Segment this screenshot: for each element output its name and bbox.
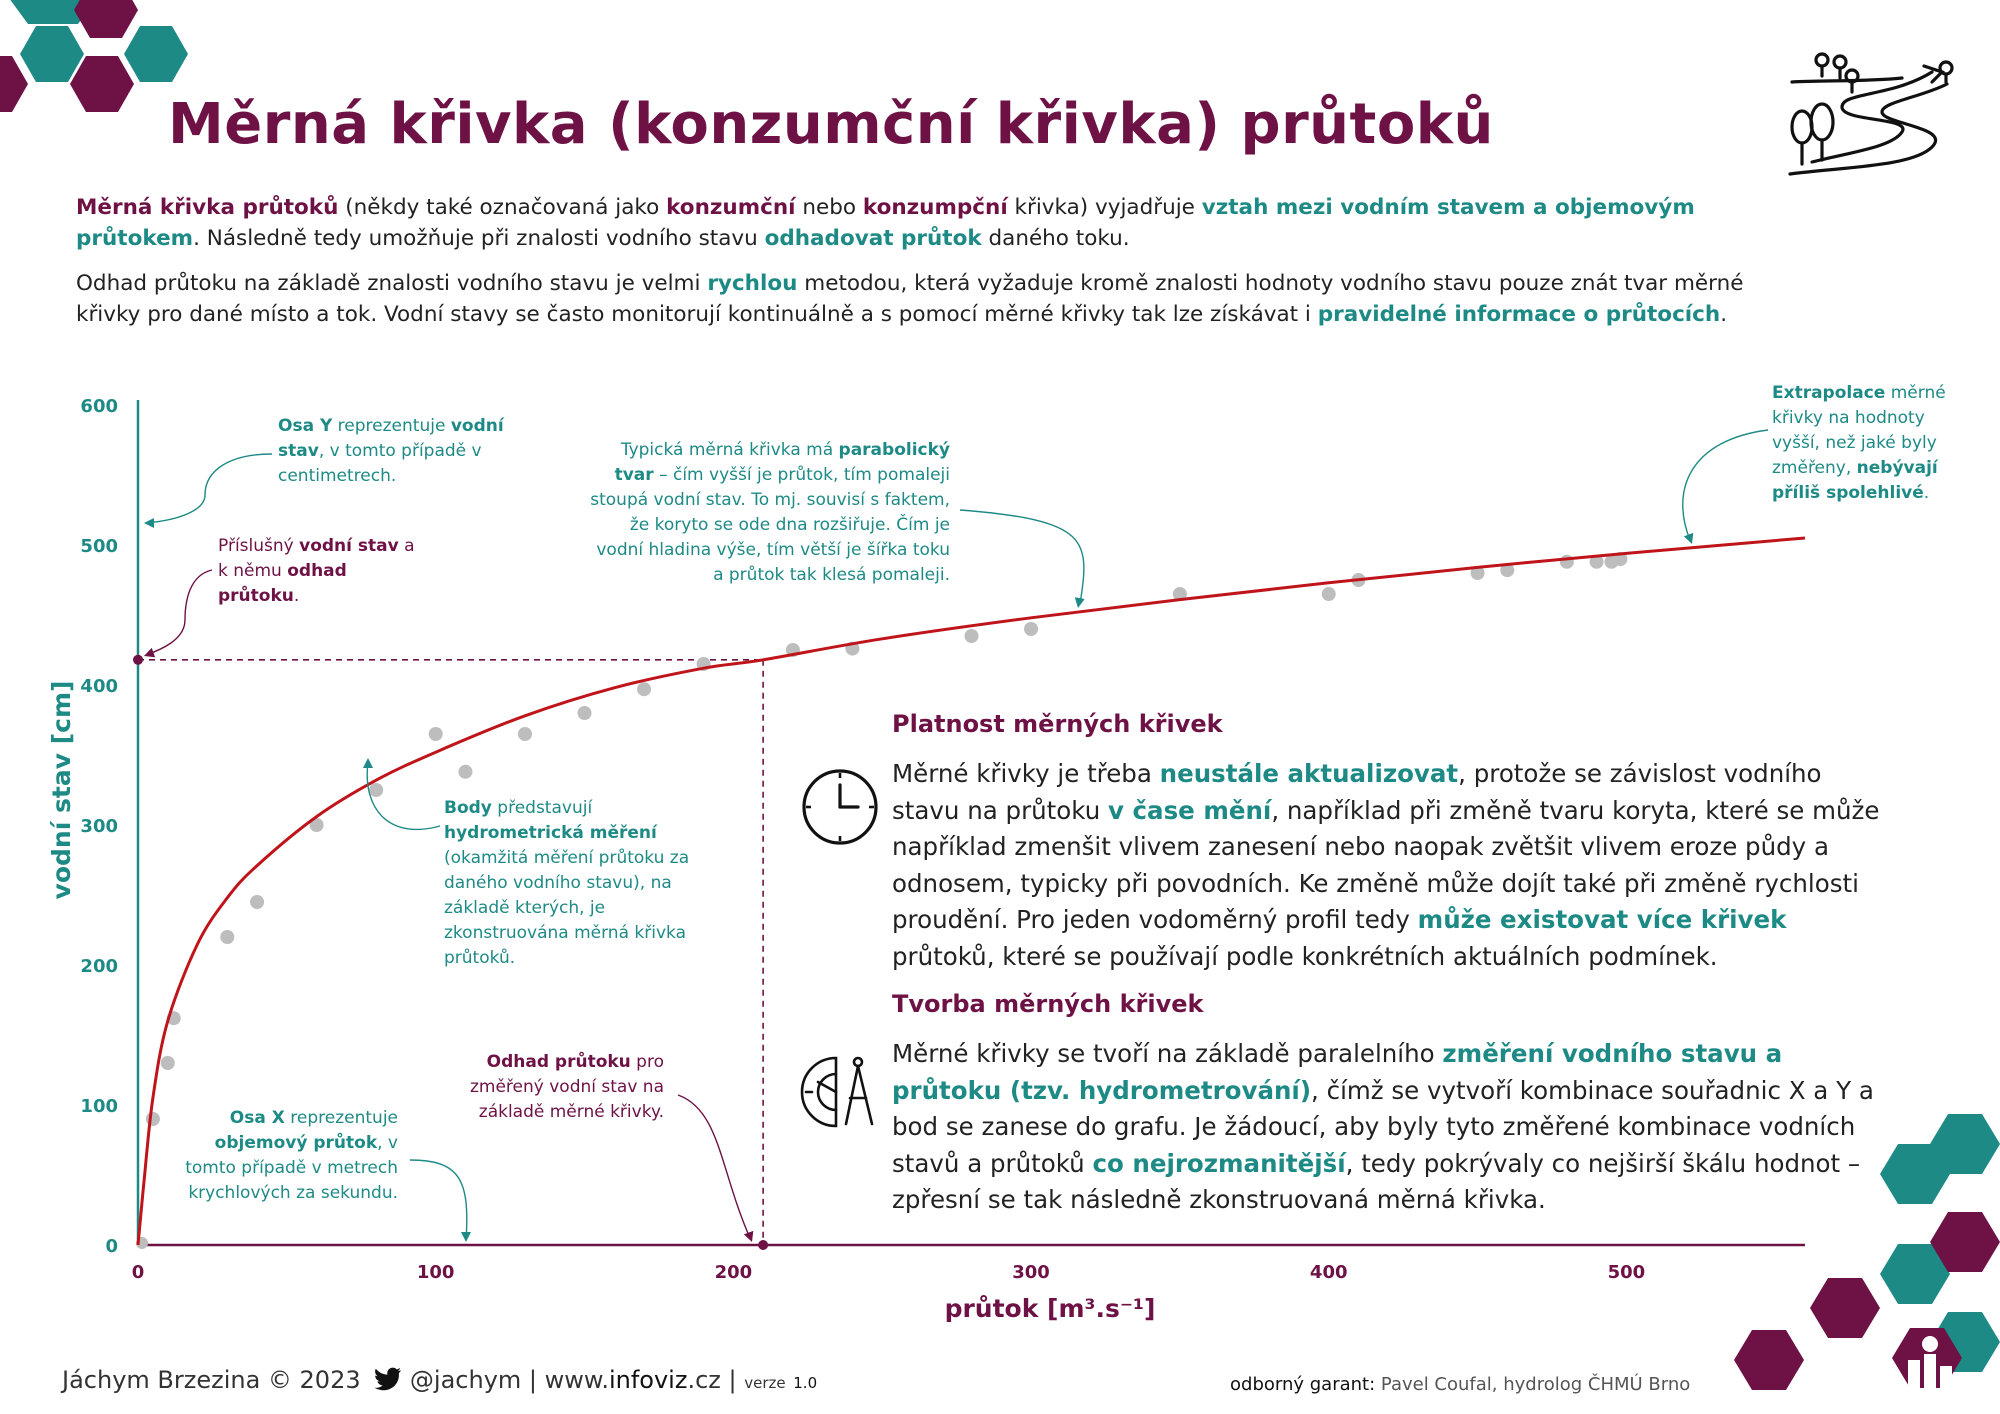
arrow-head	[144, 518, 154, 528]
infoviz-logo-icon	[1900, 1334, 1960, 1396]
platnost-text: Měrné křivky je třeba neustále aktualizovat, protože se závislost vodního stavu na průtoku v čase mění, například při změně tvaru koryta, které se může například zmenšit vlivem zanesení nebo naopak zvětšit vlivem eroze půdy a odnosem, typicky při povodních. Ke změně může dojít také při změně rychlosti proudění. Pro jeden vodoměrný profil tedy může existovat více křivek průtoků, které se používají podle konkrétních aktuálních podmínek.	[892, 759, 1880, 971]
measurement-point	[220, 930, 234, 944]
x-tick-label: 500	[1607, 1262, 1646, 1283]
arrow-osa-x	[410, 1160, 467, 1240]
arrow-extrapolace	[1683, 430, 1768, 540]
measurement-point	[1024, 622, 1038, 636]
measurement-point	[965, 629, 979, 643]
measurement-point	[458, 765, 472, 779]
note-body: Body představují hydrometrická měření (okamžitá měření průtoku za daného vodního stavu), na základě kterých, je zkonstruována měrná křivka průtoků.	[444, 798, 690, 968]
version-number: 1.0	[793, 1374, 818, 1392]
author-credit: Jáchym Brzezina © 2023	[62, 1366, 361, 1394]
note-vodni-stav: Příslušný vodní stav a k němu odhad průtoku.	[218, 536, 415, 606]
river-landscape-icon	[1782, 52, 1962, 192]
clock-icon	[798, 765, 882, 849]
measurement-point	[146, 1112, 160, 1126]
arrow-osa-y	[146, 454, 272, 523]
y-tick-label: 500	[80, 536, 118, 557]
measurement-point	[161, 1056, 175, 1070]
measurement-point	[369, 783, 383, 797]
protractor-compass-icon	[796, 1052, 886, 1132]
x-tick-label: 300	[1012, 1262, 1050, 1283]
measurement-point	[518, 727, 532, 741]
y-tick-label: 400	[80, 676, 118, 697]
note-osa-x: Osa X reprezentuje objemový průtok, v tomto případě v metrech krychlových za sekundu.	[185, 1108, 398, 1203]
x-tick-label: 400	[1309, 1262, 1348, 1283]
x-tick-label: 0	[131, 1262, 145, 1283]
arrow-head	[461, 1232, 471, 1242]
page-title: Měrná křivka (konzumční křivka) průtoků	[168, 92, 1494, 157]
twitter-handle[interactable]: @jachym	[409, 1366, 522, 1394]
x-axis-label: průtok [m³.s⁻¹]	[944, 1294, 1156, 1323]
arrow-vodni-stav	[146, 570, 212, 655]
platnost-heading: Platnost měrných křivek	[892, 710, 1223, 738]
y-axis-label: vodní stav [cm]	[47, 680, 76, 900]
x-axis	[132, 1245, 1805, 1283]
y-tick-label: 600	[80, 396, 118, 417]
y-tick-label: 100	[80, 1096, 118, 1117]
note-typicka-krivka: Typická měrná křivka má parabolický tvar – čím vyšší je průtok, tím pomaleji stoupá vodní stav. To mj. souvisí s faktem, že koryto se ode dna rozšiřuje. Čím je vodní hladina výše, tím větší je šířka toku a průtok tak klesá pomaleji.	[590, 440, 950, 585]
measurement-point	[429, 727, 443, 741]
arrow-head	[744, 1231, 753, 1242]
footer-garant: odborný garant: Pavel Coufal, hydrolog ČHMÚ Brno	[1230, 1374, 1691, 1395]
note-odhad-prutoku: Odhad průtoku pro změřený vodní stav na základě měrné křivky.	[469, 1052, 664, 1122]
measurement-point	[578, 706, 592, 720]
measurement-point	[250, 895, 264, 909]
y-tick-label: 0	[105, 1236, 118, 1257]
version-label: verze	[744, 1374, 786, 1392]
y-tick-label: 300	[80, 816, 118, 837]
measurement-point	[637, 682, 651, 696]
x-tick-label: 100	[416, 1262, 455, 1283]
estimate-x-marker	[758, 1240, 768, 1250]
estimate-y-marker	[133, 655, 143, 665]
website-link[interactable]: www.infoviz.cz	[544, 1366, 721, 1394]
y-tick-label: 200	[80, 956, 118, 977]
x-tick-label: 200	[714, 1262, 753, 1283]
intro-paragraph-1: Měrná křivka průtoků (někdy také označovaná jako konzumční nebo konzumpční křivka) vyjadřuje vztah mezi vodním stavem a objemovým průtokem. Následně tedy umožňuje při znalosti vodního stavu odhadovat průtok daného toku.	[76, 195, 1695, 251]
measurement-point	[1560, 555, 1574, 569]
intro-paragraph-2: Odhad průtoku na základě znalosti vodního stavu je velmi rychlou metodou, která vyžaduje kromě znalosti hodnoty vodního stavu pouze znát tvar měrné křivky pro dané místo a tok. Vodní stavy se často monitorují kontinuálně a s pomocí měrné křivky tak lze získávat i pravidelné informace o průtocích.	[76, 271, 1744, 327]
tvorba-heading: Tvorba měrných křivek	[892, 990, 1204, 1018]
note-osa-y: Osa Y reprezentuje vodní stav, v tomto případě v centimetrech.	[278, 416, 504, 486]
arrow-odhad	[678, 1095, 750, 1238]
twitter-bird-icon	[374, 1367, 402, 1391]
arrow-head	[363, 758, 373, 768]
footer-left: Jáchym Brzezina © 2023 @jachym | www.infoviz.cz | verze 1.0	[62, 1366, 818, 1394]
arrow-typicka	[960, 510, 1084, 604]
note-extrapolace: Extrapolace měrné křivky na hodnoty vyšší, než jaké byly změřeny, nebývají příliš spolehlivé.	[1772, 383, 1946, 503]
tvorba-text: Měrné křivky se tvoří na základě paralelního změření vodního stavu a průtoku (tzv. hydrometrování), čímž se vytvoří kombinace souřadnic X a Y a bod se zanese do grafu. Je žádoucí, aby byly tyto změřené kombinace vodních stavů a průtoků co nejrozmanitější, tedy pokrývaly co nejširší škálu hodnot – zpřesní se tak následně zkonstruovaná měrná křivka.	[892, 1039, 1874, 1214]
arrow-head	[1075, 597, 1085, 608]
measurement-point	[1322, 587, 1336, 601]
y-axis	[80, 396, 138, 1257]
